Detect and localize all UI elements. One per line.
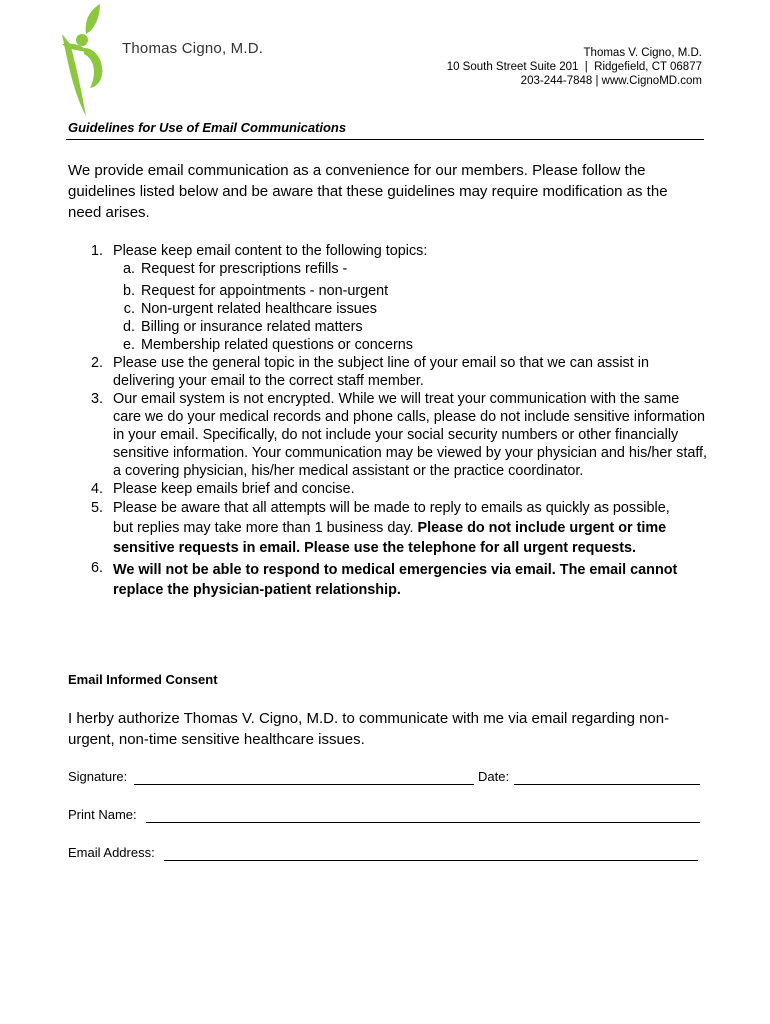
item-text-line2: but replies may take more than 1 business day. — [113, 520, 418, 536]
item-text: Please use the general topic in the subject line of your email so that we can assist in delivering your email to the correct staff member. — [113, 355, 649, 389]
print-name-line[interactable] — [146, 822, 700, 823]
doctor-name-logo-text: Thomas Cigno, M.D. — [122, 40, 264, 57]
sub-text: Non-urgent related healthcare issues — [141, 301, 377, 317]
leaf-logo-icon — [60, 4, 106, 116]
intro-paragraph: We provide email communication as a convenience for our members. Please follow the guidelines listed below and be aware that these guidelines may require modification as the need arises. — [68, 162, 668, 221]
sub-list-item — [113, 336, 708, 354]
signature-label: Signature: — [68, 769, 128, 784]
list-item — [68, 480, 708, 498]
sub-list-item — [113, 282, 708, 300]
sub-text: Membership related questions or concerns — [141, 337, 413, 353]
guidelines-list — [68, 242, 708, 600]
list-item — [68, 390, 708, 480]
consent-text: I herby authorize Thomas V. Cigno, M.D. to communicate with me via email regarding non-urgent, non-time sensitive healthcare issues. — [68, 710, 670, 748]
item-number: 5. — [91, 500, 104, 516]
email-address-line[interactable] — [164, 860, 698, 861]
date-line[interactable] — [514, 784, 700, 785]
contact-phone-web: 203-244-7848 | www.CignoMD.com — [520, 75, 702, 87]
email-address-label: Email Address: — [68, 845, 155, 860]
contact-address: 10 South Street Suite 201 | Ridgefield, CT 06877 — [446, 61, 702, 73]
sub-list-item — [113, 300, 708, 318]
sub-text: Request for prescriptions refills - — [141, 261, 348, 277]
sub-letter: a. — [122, 261, 135, 277]
sub-text: Billing or insurance related matters — [141, 319, 363, 335]
signature-line[interactable] — [134, 784, 474, 785]
title-divider — [66, 139, 704, 140]
sub-list-item — [113, 318, 708, 336]
item-text: Please keep email content to the following topics: — [113, 243, 428, 259]
item-number: 4. — [91, 481, 104, 497]
sub-letter: c. — [123, 301, 135, 317]
item-text-line1: Please be aware that all attempts will be made to reply to emails as quickly as possible, — [113, 500, 670, 516]
date-label: Date: — [478, 769, 510, 784]
print-name-label: Print Name: — [68, 807, 137, 822]
consent-title: Email Informed Consent — [68, 672, 218, 687]
list-item — [68, 242, 708, 260]
sub-letter: e. — [122, 337, 135, 353]
item-number: 3. — [91, 391, 104, 407]
sub-letter: b. — [122, 283, 135, 299]
list-item — [68, 354, 708, 390]
item-text: We will not be able to respond to medical emergencies via email. The email cannot replace the physician-patient relationship. — [113, 562, 678, 598]
sub-letter: d. — [122, 319, 135, 335]
list-item — [68, 558, 708, 600]
contact-block — [447, 46, 702, 88]
item-text-bold: Please do not include urgent or time sensitive requests in email. Please use the telephone for all urgent requests. — [113, 520, 667, 556]
contact-name: Thomas V. Cigno, M.D. — [583, 47, 702, 59]
page-title: Guidelines for Use of Email Communications — [68, 120, 347, 135]
item-number: 2. — [91, 355, 104, 371]
item-text: Our email system is not encrypted. While we will treat your communication with the same care we do your medical records and phone calls, please do not include sensitive information in your email. Specifically, do not include your social security numbers or other financially sensitive information. Your communication may be viewed by your physician and his/her staff, a covering physician, his/her medical assistant or the practice coordinator. — [113, 391, 708, 479]
sub-text: Request for appointments - non-urgent — [141, 283, 389, 299]
sub-list-item — [113, 260, 708, 278]
item-number: 1. — [91, 243, 104, 259]
item-number: 6. — [91, 560, 104, 576]
list-item — [68, 498, 708, 558]
item-text: Please keep emails brief and concise. — [113, 481, 355, 497]
